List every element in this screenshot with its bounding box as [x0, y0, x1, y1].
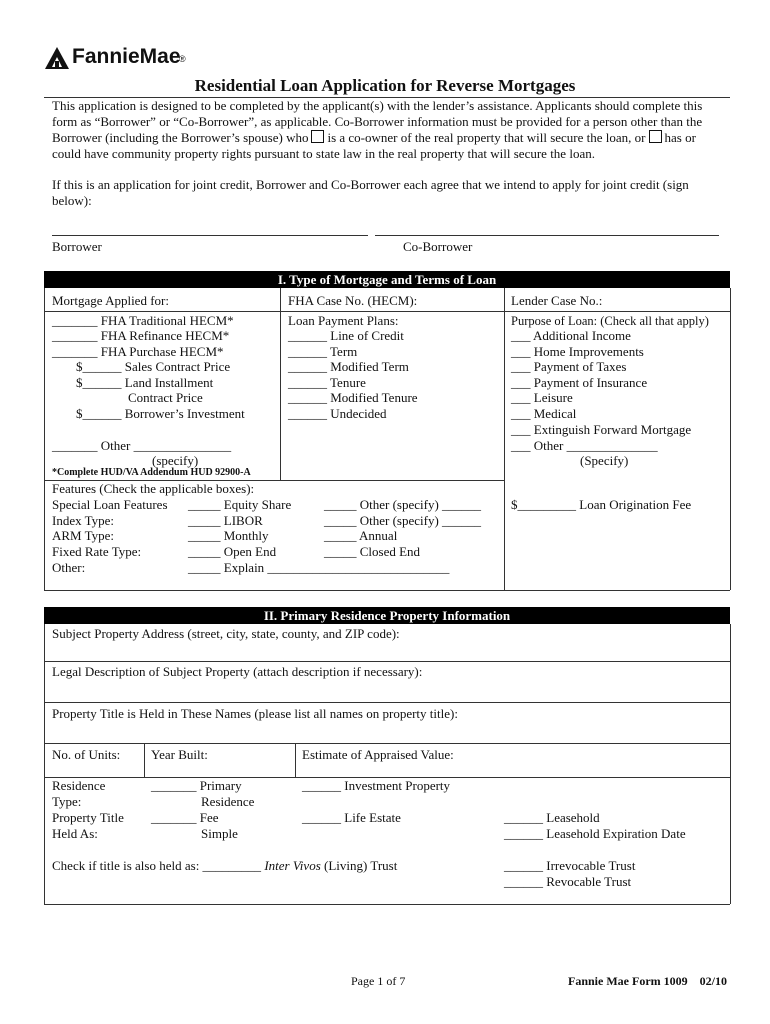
intro-line-1: This application is designed to be completed by the applicant(s) with the lender’s assistance. Applicants should complete this [52, 98, 703, 113]
plan-line-of-credit[interactable]: ______ Line of Credit [288, 328, 404, 343]
title-fee-simple[interactable]: _______ Fee [151, 810, 219, 825]
joint-credit-line-2: below): [52, 193, 92, 208]
check-title-label: Check if title is also held as: _________ [52, 858, 262, 873]
community-property-checkbox[interactable] [649, 130, 662, 143]
appraised-value[interactable]: Estimate of Appraised Value: [302, 747, 454, 762]
mortgage-type-traditional[interactable]: _______ FHA Traditional HECM* [52, 313, 234, 328]
purpose-other[interactable]: ___ Other ______________ [511, 438, 658, 453]
intro-line-3c: has or [664, 130, 696, 145]
borrower-signature-line[interactable] [52, 235, 368, 236]
feature-libor[interactable]: _____ LIBOR [188, 513, 263, 528]
feature-label-fixed: Fixed Rate Type: [52, 544, 142, 559]
residence-type-label-2: Type: [52, 794, 82, 809]
irrevocable-trust[interactable]: ______ Irrevocable Trust [504, 858, 636, 873]
purpose-of-loan-header: Purpose of Loan: (Check all that apply) [511, 314, 709, 328]
feature-label-arm: ARM Type: [52, 528, 115, 543]
section-2-header: II. Primary Residence Property Information [44, 607, 730, 624]
section-1-header: I. Type of Mortgage and Terms of Loan [44, 271, 730, 288]
intro-line-4: could have community property rights pursuant to state law in the real property that will secure the loan. [52, 146, 595, 161]
form-number [568, 973, 727, 989]
mortgage-type-purchase[interactable]: _______ FHA Purchase HECM* [52, 344, 224, 359]
residence-investment[interactable]: ______ Investment Property [302, 778, 451, 793]
section-1-divider-1 [280, 288, 281, 480]
feature-label-special: Special Loan Features [52, 497, 168, 512]
fha-case-header: FHA Case No. (HECM): [288, 293, 418, 308]
inter-vivos-label: Inter Vivos [264, 858, 321, 873]
fannie-mae-logo-icon [44, 45, 70, 71]
section-1-bottom-rule [44, 590, 730, 591]
feature-open-end[interactable]: _____ Open End [188, 544, 277, 559]
loan-payment-plans-header: Loan Payment Plans: [288, 313, 399, 328]
title-fee-simple-2: Simple [201, 826, 238, 841]
borrower-label: Borrower [52, 239, 102, 254]
intro-line-3a: Borrower (including the Borrower’s spouse) who [52, 130, 309, 145]
section-1-header-rule [44, 311, 730, 312]
sales-contract-price[interactable]: $______ Sales Contract Price [76, 359, 231, 374]
residence-primary[interactable]: _______ Primary [151, 778, 242, 793]
co-owner-checkbox[interactable] [311, 130, 324, 143]
land-installment[interactable]: $______ Land Installment [76, 375, 214, 390]
addendum-note: *Complete HUD/VA Addendum HUD 92900-A [52, 467, 251, 478]
section-2-right-border [730, 624, 731, 904]
title-names[interactable]: Property Title is Held in These Names (please list all names on property title): [52, 706, 458, 721]
year-built[interactable]: Year Built: [151, 747, 208, 762]
purpose-medical[interactable]: ___ Medical [511, 406, 577, 421]
joint-credit-line-1: If this is an application for joint credit, Borrower and Co-Borrower each agree that we intend to apply for joint credit (sign [52, 177, 689, 192]
purpose-home-improvements[interactable]: ___ Home Improvements [511, 344, 644, 359]
plan-tenure[interactable]: ______ Tenure [288, 375, 366, 390]
residence-type-label-1: Residence [52, 778, 106, 793]
feature-explain[interactable]: _____ Explain ____________________________ [188, 560, 450, 575]
purpose-payment-of-taxes[interactable]: ___ Payment of Taxes [511, 359, 627, 374]
subject-property-address[interactable]: Subject Property Address (street, city, state, county, and ZIP code): [52, 626, 400, 641]
title-held-label-2: Held As: [52, 826, 98, 841]
title-held-label-1: Property Title [52, 810, 124, 825]
plan-modified-tenure[interactable]: ______ Modified Tenure [288, 390, 418, 405]
address-rule [44, 661, 730, 662]
title-names-rule [44, 743, 730, 744]
no-of-units[interactable]: No. of Units: [52, 747, 121, 762]
intro-line-3 [52, 130, 696, 146]
feature-equity-share[interactable]: _____ Equity Share [188, 497, 292, 512]
feature-other-specify-1[interactable]: _____ Other (specify) ______ [324, 497, 482, 512]
other-specify-label: (specify) [152, 453, 199, 468]
borrower-investment[interactable]: $______ Borrower’s Investment [76, 406, 245, 421]
mortgage-applied-header: Mortgage Applied for: [52, 293, 169, 308]
form-name: Fannie Mae Form 1009 [568, 974, 688, 988]
title-life-estate[interactable]: ______ Life Estate [302, 810, 401, 825]
mortgage-type-refinance[interactable]: _______ FHA Refinance HECM* [52, 328, 230, 343]
mortgage-type-other[interactable]: _______ Other _______________ [52, 438, 232, 453]
coborrower-signature-line[interactable] [375, 235, 719, 236]
units-divider [144, 743, 145, 777]
plan-modified-term[interactable]: ______ Modified Term [288, 359, 409, 374]
residence-primary-2: Residence [201, 794, 255, 809]
form-date: 02/10 [699, 974, 727, 988]
legal-description[interactable]: Legal Description of Subject Property (attach description if necessary): [52, 664, 423, 679]
intro-line-2: form as “Borrower” or “Co-Borrower”, as applicable. Co-Borrower information must be provided for a person other than the [52, 114, 703, 129]
feature-other-specify-2[interactable]: _____ Other (specify) ______ [324, 513, 482, 528]
purpose-additional-income[interactable]: ___ Additional Income [511, 328, 631, 343]
year-divider [295, 743, 296, 777]
plan-undecided[interactable]: ______ Undecided [288, 406, 387, 421]
revocable-trust[interactable]: ______ Revocable Trust [504, 874, 632, 889]
lender-case-header: Lender Case No.: [511, 293, 603, 308]
section-2-left-border [44, 624, 45, 904]
feature-label-other: Other: [52, 560, 86, 575]
features-header: Features (Check the applicable boxes): [52, 481, 255, 496]
contract-price-label: Contract Price [128, 390, 203, 405]
legal-rule [44, 702, 730, 703]
loan-origination-fee[interactable]: $_________ Loan Origination Fee [511, 497, 692, 512]
feature-label-index: Index Type: [52, 513, 115, 528]
page-number: Page 1 of 7 [351, 974, 406, 988]
form-title: Residential Loan Application for Reverse Mortgages [194, 76, 576, 95]
plan-term[interactable]: ______ Term [288, 344, 358, 359]
registered-mark: ® [179, 54, 186, 64]
purpose-specify-label: (Specify) [580, 453, 629, 468]
title-leasehold[interactable]: ______ Leasehold [504, 810, 600, 825]
coborrower-label: Co-Borrower [403, 239, 473, 254]
check-title-also-held[interactable] [52, 858, 397, 874]
purpose-extinguish-forward-mortgage[interactable]: ___ Extinguish Forward Mortgage [511, 422, 692, 437]
intro-line-3b: is a co-owner of the real property that will secure the loan, or [327, 130, 646, 145]
brand-name: FannieMae [72, 45, 181, 68]
feature-closed-end[interactable]: _____ Closed End [324, 544, 421, 559]
title-leasehold-expiration[interactable]: ______ Leasehold Expiration Date [504, 826, 686, 841]
purpose-leisure[interactable]: ___ Leisure [511, 390, 573, 405]
section-1-right-border [730, 288, 731, 590]
purpose-payment-of-insurance[interactable]: ___ Payment of Insurance [511, 375, 648, 390]
section-2-bottom-rule [44, 904, 730, 905]
section-1-divider-2 [504, 288, 505, 590]
feature-monthly[interactable]: _____ Monthly [188, 528, 269, 543]
section-1-left-border [44, 288, 45, 590]
living-trust-label: (Living) Trust [324, 858, 398, 873]
feature-annual[interactable]: _____ Annual [324, 528, 398, 543]
